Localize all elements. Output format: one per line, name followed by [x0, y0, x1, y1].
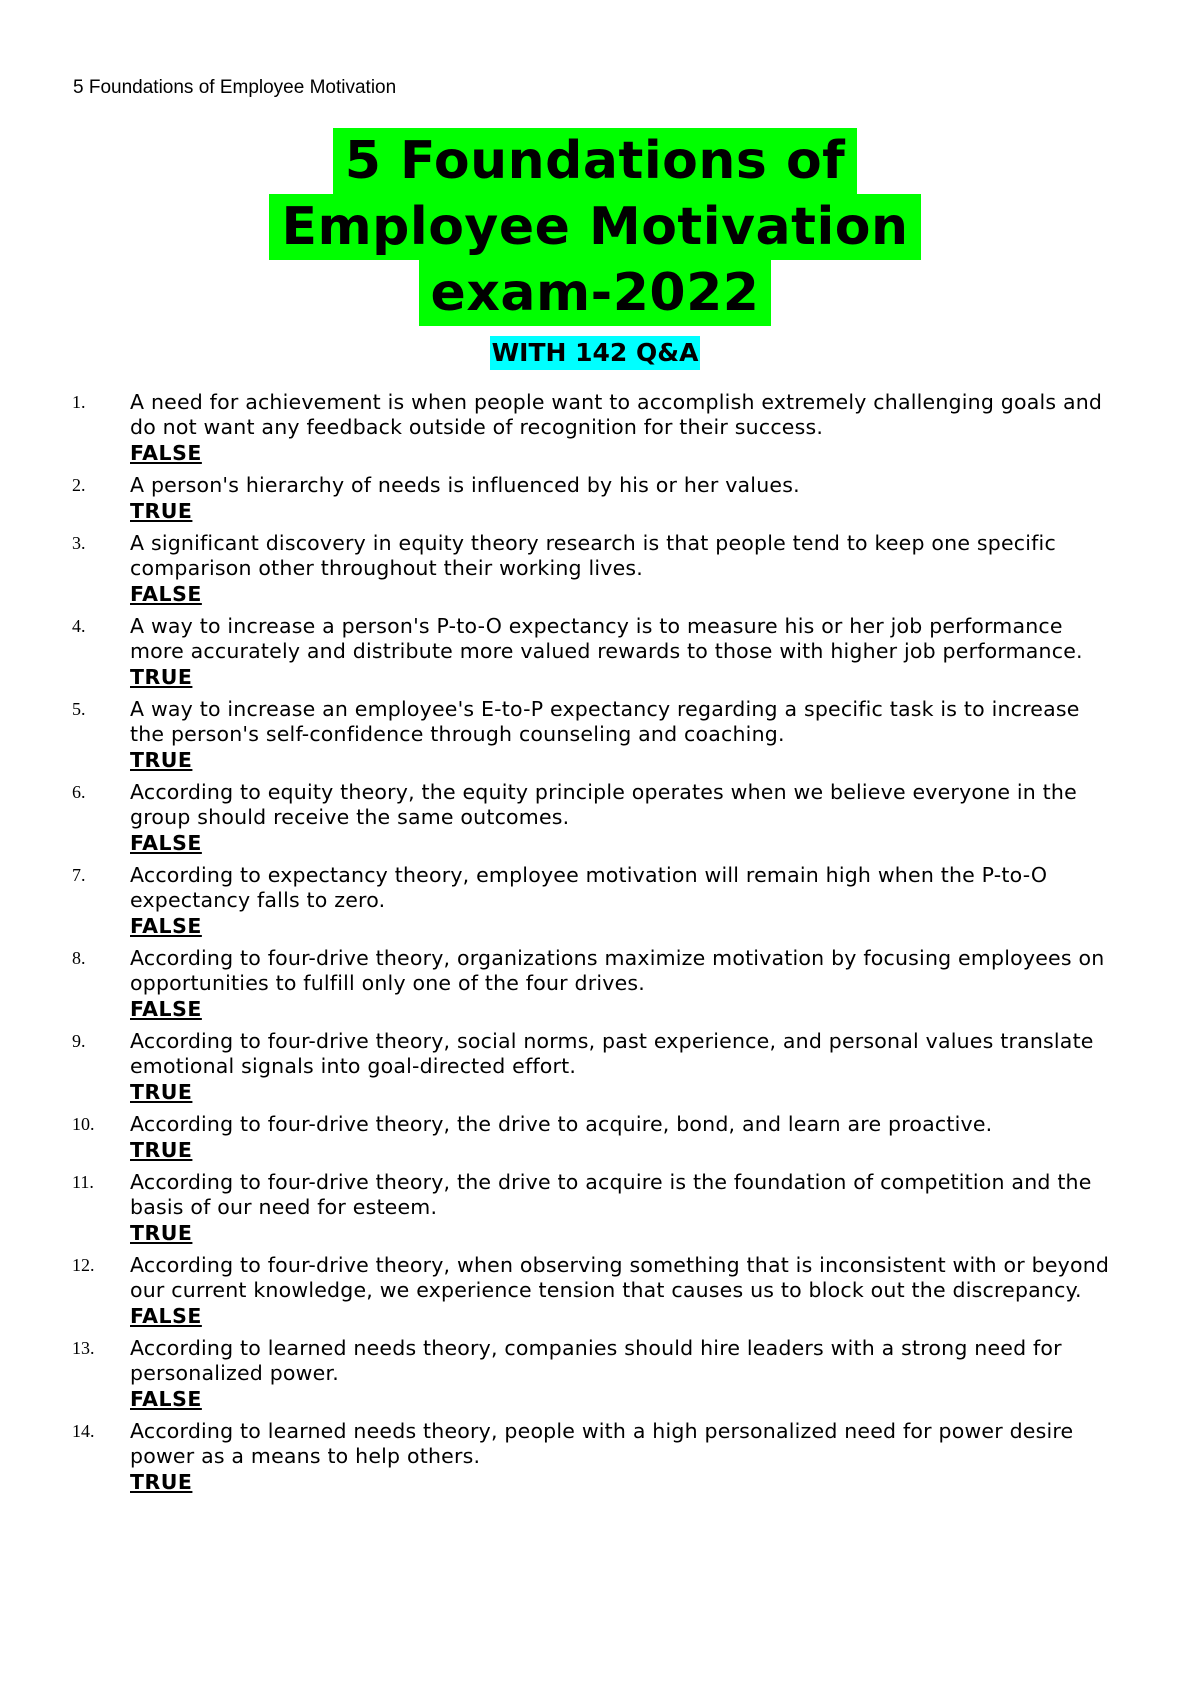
list-item [0, 1419, 1190, 1495]
list-item [0, 390, 1190, 466]
answer-text: FALSE [130, 997, 202, 1021]
question-text: According to learned needs theory, people with a high personalized need for power desire power as a means to help others. [130, 1419, 1074, 1468]
answer-text: FALSE [130, 1387, 202, 1411]
document-title [0, 128, 1190, 326]
question-text: According to four-drive theory, organizations maximize motivation by focusing employees on opportunities to fulfill only one of the four drives. [130, 946, 1105, 995]
answer-text: FALSE [130, 582, 202, 606]
list-item [0, 863, 1190, 939]
answer-text: TRUE [130, 499, 193, 523]
item-number: 1. [72, 392, 86, 412]
answer-text: TRUE [130, 1221, 193, 1245]
item-number: 3. [72, 533, 86, 553]
list-item [0, 614, 1190, 690]
question-text: According to learned needs theory, companies should hire leaders with a strong need for personalized power. [130, 1336, 1062, 1385]
list-item [0, 1336, 1190, 1412]
question-text: According to equity theory, the equity principle operates when we believe everyone in the group should receive the same outcomes. [130, 780, 1077, 829]
question-text: According to four-drive theory, when observing something that is inconsistent with or beyond our current knowledge, we experience tension that causes us to block out the discrepancy. [130, 1253, 1110, 1302]
question-text: A significant discovery in equity theory research is that people tend to keep one specific comparison other throughout their working lives. [130, 531, 1056, 580]
list-item [0, 1170, 1190, 1246]
question-text: A person's hierarchy of needs is influenced by his or her values. [130, 473, 800, 497]
answer-text: TRUE [130, 748, 193, 772]
answer-text: TRUE [130, 1138, 193, 1162]
list-item [0, 1029, 1190, 1105]
item-number: 5. [72, 699, 86, 719]
answer-text: TRUE [130, 1080, 193, 1104]
answer-text: FALSE [130, 441, 202, 465]
item-number: 8. [72, 948, 86, 968]
title-line-1: 5 Foundations of [333, 128, 858, 194]
subtitle: WITH 142 Q&A [490, 336, 701, 370]
answer-text: FALSE [130, 914, 202, 938]
answer-text: FALSE [130, 831, 202, 855]
item-number: 10. [72, 1114, 95, 1134]
title-line-2: Employee Motivation [269, 194, 920, 260]
question-text: A need for achievement is when people want to accomplish extremely challenging goals and do not want any feedback outside of recognition for their success. [130, 390, 1103, 439]
list-item [0, 531, 1190, 607]
question-list [0, 390, 1190, 1502]
question-text: According to four-drive theory, social norms, past experience, and personal values translate emotional signals into goal-directed effort. [130, 1029, 1094, 1078]
list-item [0, 780, 1190, 856]
list-item [0, 697, 1190, 773]
item-number: 6. [72, 782, 86, 802]
list-item [0, 1112, 1190, 1163]
list-item [0, 1253, 1190, 1329]
question-text: A way to increase an employee's E-to-P expectancy regarding a specific task is to increase the person's self-confidence through counseling and coaching. [130, 697, 1080, 746]
question-text: According to four-drive theory, the drive to acquire is the foundation of competition and the basis of our need for esteem. [130, 1170, 1092, 1219]
answer-text: FALSE [130, 1304, 202, 1328]
item-number: 7. [72, 865, 86, 885]
item-number: 11. [72, 1172, 94, 1192]
title-line-3: exam-2022 [419, 260, 772, 326]
item-number: 14. [72, 1421, 95, 1441]
item-number: 9. [72, 1031, 86, 1051]
item-number: 4. [72, 616, 86, 636]
answer-text: TRUE [130, 665, 193, 689]
answer-text: TRUE [130, 1470, 193, 1494]
question-text: According to four-drive theory, the drive to acquire, bond, and learn are proactive. [130, 1112, 993, 1136]
item-number: 13. [72, 1338, 95, 1358]
question-text: According to expectancy theory, employee motivation will remain high when the P-to-O expectancy falls to zero. [130, 863, 1048, 912]
item-number: 12. [72, 1255, 95, 1275]
page-header: 5 Foundations of Employee Motivation [73, 77, 397, 98]
list-item [0, 946, 1190, 1022]
item-number: 2. [72, 475, 86, 495]
list-item [0, 473, 1190, 524]
question-text: A way to increase a person's P-to-O expectancy is to measure his or her job performance more accurately and distribute more valued rewards to those with higher job performance. [130, 614, 1083, 663]
